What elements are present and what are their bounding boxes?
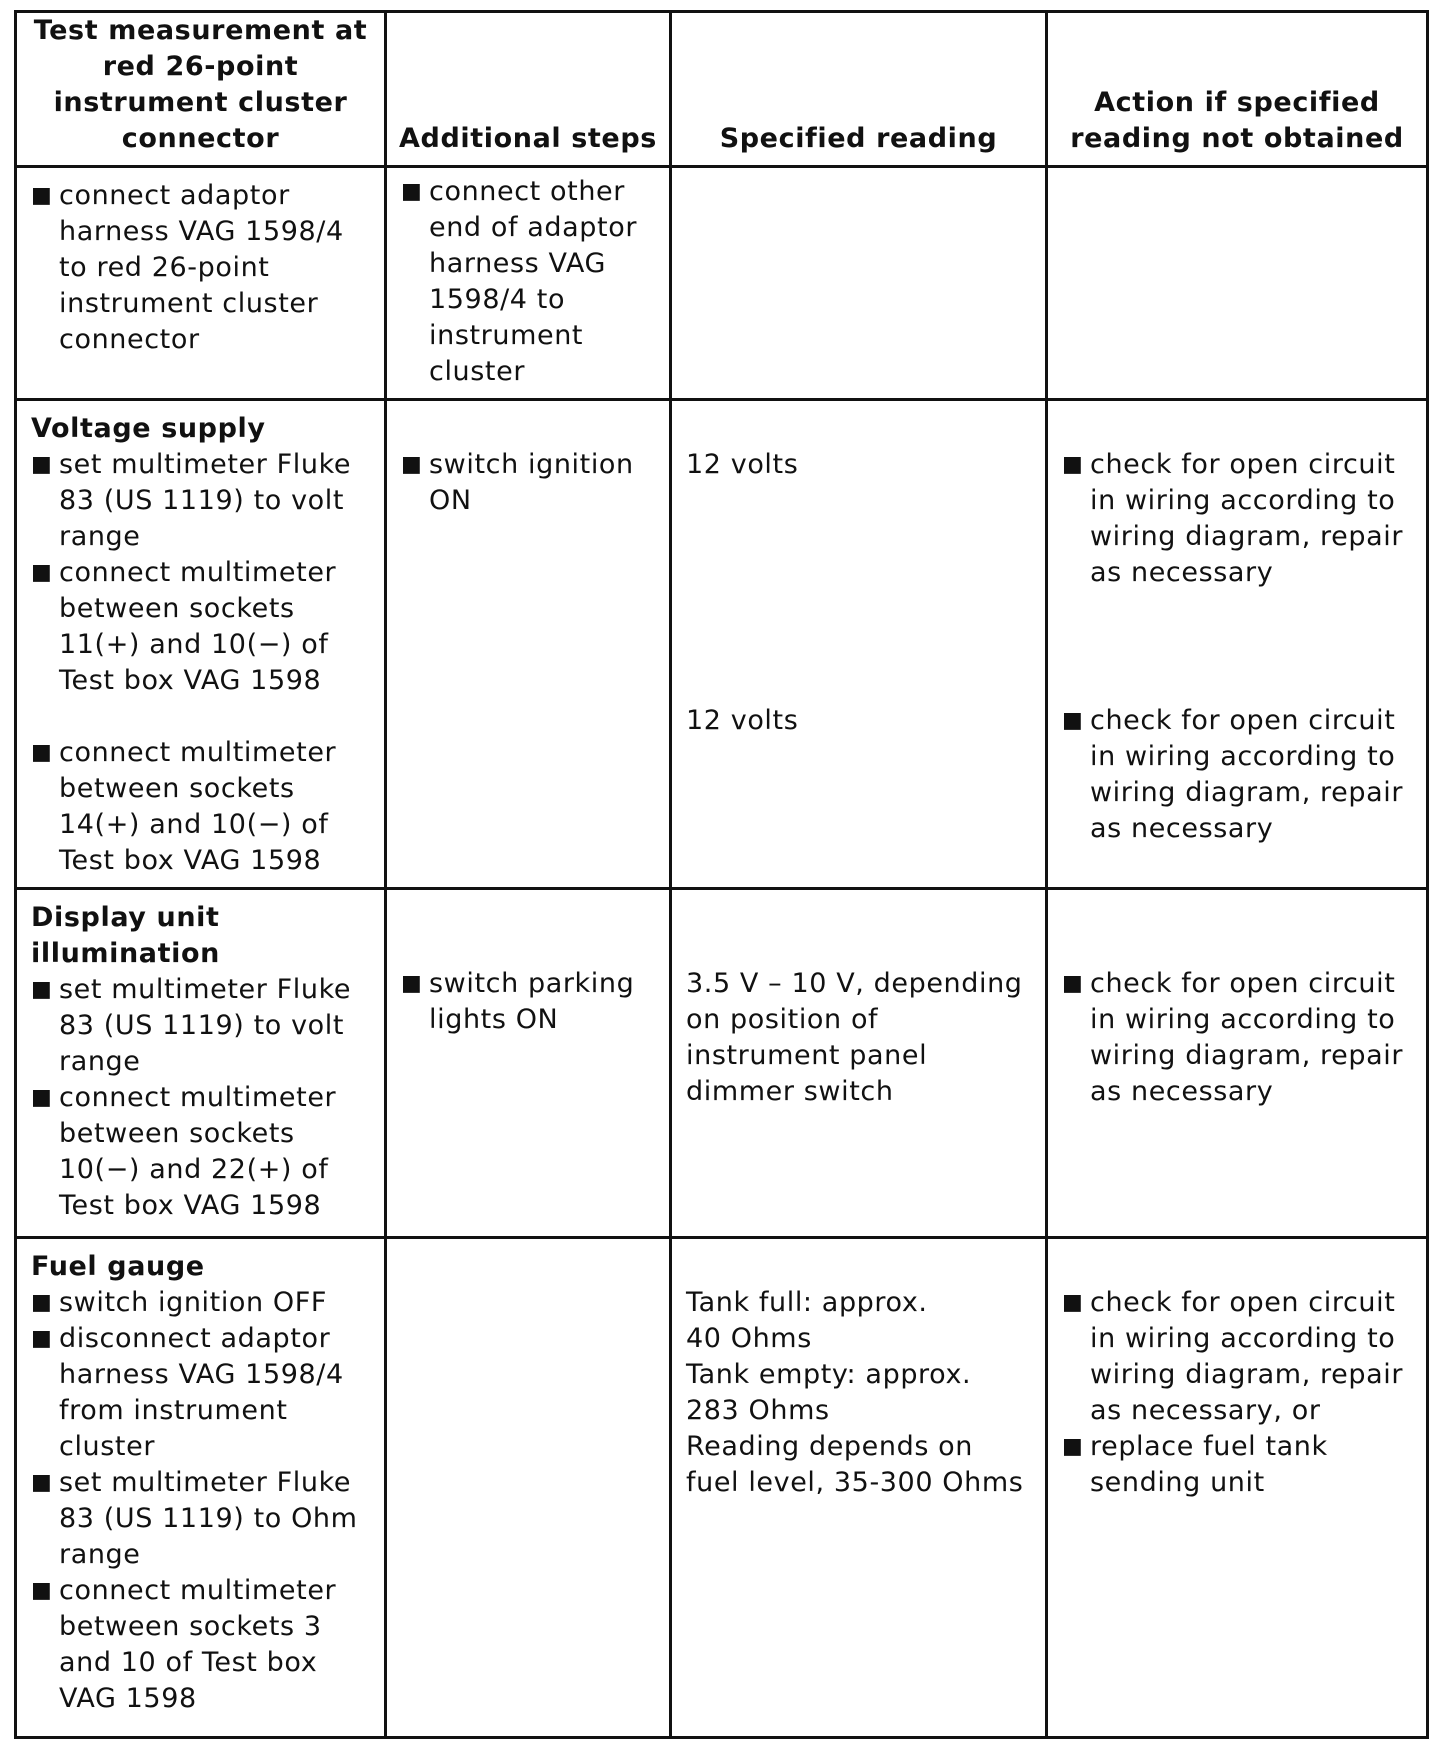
list-item bbox=[31, 555, 374, 699]
display-reading: 3.5 V – 10 V, depending on position of instrument panel dimmer switch bbox=[686, 968, 1023, 1107]
display-steps-cell bbox=[386, 889, 671, 1238]
instrument-cluster-test-table bbox=[14, 10, 1429, 1739]
voltage-steps-text: switch ignition ON bbox=[429, 449, 634, 516]
bullet-icon: ■ bbox=[31, 1578, 53, 1603]
fuel-reading-1: Tank full: approx. bbox=[686, 1287, 928, 1318]
list-item bbox=[31, 1573, 374, 1717]
list-item bbox=[31, 1465, 374, 1573]
voltage-reading-1: 12 volts bbox=[686, 449, 799, 480]
adapter-test-cell bbox=[16, 167, 386, 400]
table-row-fuel bbox=[16, 1238, 1428, 1738]
bullet-icon: ■ bbox=[401, 971, 423, 996]
list-item bbox=[1062, 447, 1416, 591]
bullet-icon: ■ bbox=[31, 1470, 53, 1495]
list-item bbox=[1062, 966, 1416, 1110]
fuel-title: Fuel gauge bbox=[31, 1251, 205, 1282]
voltage-test-1: set multimeter Fluke 83 (US 1119) to volt range bbox=[59, 449, 352, 552]
list-item bbox=[401, 966, 659, 1038]
fuel-steps-cell bbox=[386, 1238, 671, 1738]
header-specified-reading: Specified reading bbox=[671, 12, 1047, 167]
voltage-steps-cell bbox=[386, 400, 671, 889]
header-row bbox=[16, 12, 1428, 167]
bullet-icon: ■ bbox=[1062, 1434, 1084, 1459]
list-item bbox=[401, 447, 659, 519]
voltage-title: Voltage supply bbox=[31, 413, 266, 444]
voltage-reading-2: 12 volts bbox=[686, 705, 799, 736]
bullet-icon: ■ bbox=[401, 179, 423, 204]
display-action-cell bbox=[1047, 889, 1428, 1238]
adapter-action-cell bbox=[1047, 167, 1428, 400]
fuel-reading-5: Reading depends on fuel level, 35-300 Ohms bbox=[686, 1431, 1024, 1498]
list-item bbox=[31, 1080, 374, 1224]
fuel-reading-4: 283 Ohms bbox=[686, 1395, 830, 1426]
bullet-icon: ■ bbox=[401, 452, 423, 477]
bullet-icon: ■ bbox=[31, 560, 53, 585]
bullet-icon: ■ bbox=[1062, 452, 1084, 477]
fuel-reading-cell bbox=[671, 1238, 1047, 1738]
fuel-test-cell bbox=[16, 1238, 386, 1738]
table-row-voltage bbox=[16, 400, 1428, 889]
table-row-adapter bbox=[16, 167, 1428, 400]
list-item bbox=[31, 178, 374, 358]
list-item bbox=[31, 1285, 374, 1321]
bullet-icon: ■ bbox=[31, 452, 53, 477]
display-title: Display unit illumination bbox=[31, 902, 220, 969]
fuel-test-4: connect multimeter between sockets 3 and 10 of Test box VAG 1598 bbox=[59, 1575, 337, 1714]
adapter-steps-cell bbox=[386, 167, 671, 400]
display-steps-text: switch parking lights ON bbox=[429, 968, 635, 1035]
fuel-action-1: check for open circuit in wiring according to wiring diagram, repair as necessary, or bbox=[1090, 1287, 1404, 1426]
header-additional-steps: Additional steps bbox=[386, 12, 671, 167]
voltage-test-2: connect multimeter between sockets 11(+) and 10(−) of Test box VAG 1598 bbox=[59, 557, 337, 696]
voltage-action-2: check for open circuit in wiring according to wiring diagram, repair as necessary bbox=[1090, 705, 1404, 844]
fuel-reading-2: 40 Ohms bbox=[686, 1323, 812, 1354]
adapter-reading-cell bbox=[671, 167, 1047, 400]
adapter-steps-text: connect other end of adaptor harness VAG 1598/4 to instrument cluster bbox=[429, 176, 638, 387]
bullet-icon: ■ bbox=[31, 183, 53, 208]
table-row-display bbox=[16, 889, 1428, 1238]
list-item bbox=[31, 735, 374, 879]
display-test-2: connect multimeter between sockets 10(−) and 22(+) of Test box VAG 1598 bbox=[59, 1082, 337, 1221]
fuel-action-2: replace fuel tank sending unit bbox=[1090, 1431, 1328, 1498]
voltage-action-cell bbox=[1047, 400, 1428, 889]
fuel-test-3: set multimeter Fluke 83 (US 1119) to Ohm range bbox=[59, 1467, 358, 1570]
bullet-icon: ■ bbox=[1062, 971, 1084, 996]
voltage-action-1: check for open circuit in wiring according to wiring diagram, repair as necessary bbox=[1090, 449, 1404, 588]
header-test-measurement: Test measurement at red 26-point instrument cluster connector bbox=[16, 12, 386, 167]
display-test-1: set multimeter Fluke 83 (US 1119) to volt range bbox=[59, 974, 352, 1077]
fuel-test-1: switch ignition OFF bbox=[59, 1287, 328, 1318]
fuel-reading-3: Tank empty: approx. bbox=[686, 1359, 972, 1390]
bullet-icon: ■ bbox=[31, 1290, 53, 1315]
list-item bbox=[31, 447, 374, 555]
display-action: check for open circuit in wiring according to wiring diagram, repair as necessary bbox=[1090, 968, 1404, 1107]
list-item bbox=[31, 1321, 374, 1465]
list-item bbox=[31, 972, 374, 1080]
bullet-icon: ■ bbox=[31, 740, 53, 765]
list-item bbox=[1062, 1285, 1416, 1429]
voltage-reading-cell bbox=[671, 400, 1047, 889]
list-item bbox=[401, 174, 659, 390]
display-reading-cell bbox=[671, 889, 1047, 1238]
header-action: Action if specified reading not obtained bbox=[1047, 12, 1428, 167]
bullet-icon: ■ bbox=[1062, 1290, 1084, 1315]
fuel-action-cell bbox=[1047, 1238, 1428, 1738]
list-item bbox=[1062, 1429, 1416, 1501]
voltage-test-cell bbox=[16, 400, 386, 889]
bullet-icon: ■ bbox=[1062, 708, 1084, 733]
display-test-cell bbox=[16, 889, 386, 1238]
fuel-test-2: disconnect adaptor harness VAG 1598/4 from instrument cluster bbox=[59, 1323, 344, 1462]
bullet-icon: ■ bbox=[31, 977, 53, 1002]
list-item bbox=[1062, 703, 1416, 847]
voltage-test-3: connect multimeter between sockets 14(+) and 10(−) of Test box VAG 1598 bbox=[59, 737, 337, 876]
bullet-icon: ■ bbox=[31, 1085, 53, 1110]
adapter-test-text: connect adaptor harness VAG 1598/4 to red 26-point instrument cluster connector bbox=[59, 180, 344, 355]
bullet-icon: ■ bbox=[31, 1326, 53, 1351]
